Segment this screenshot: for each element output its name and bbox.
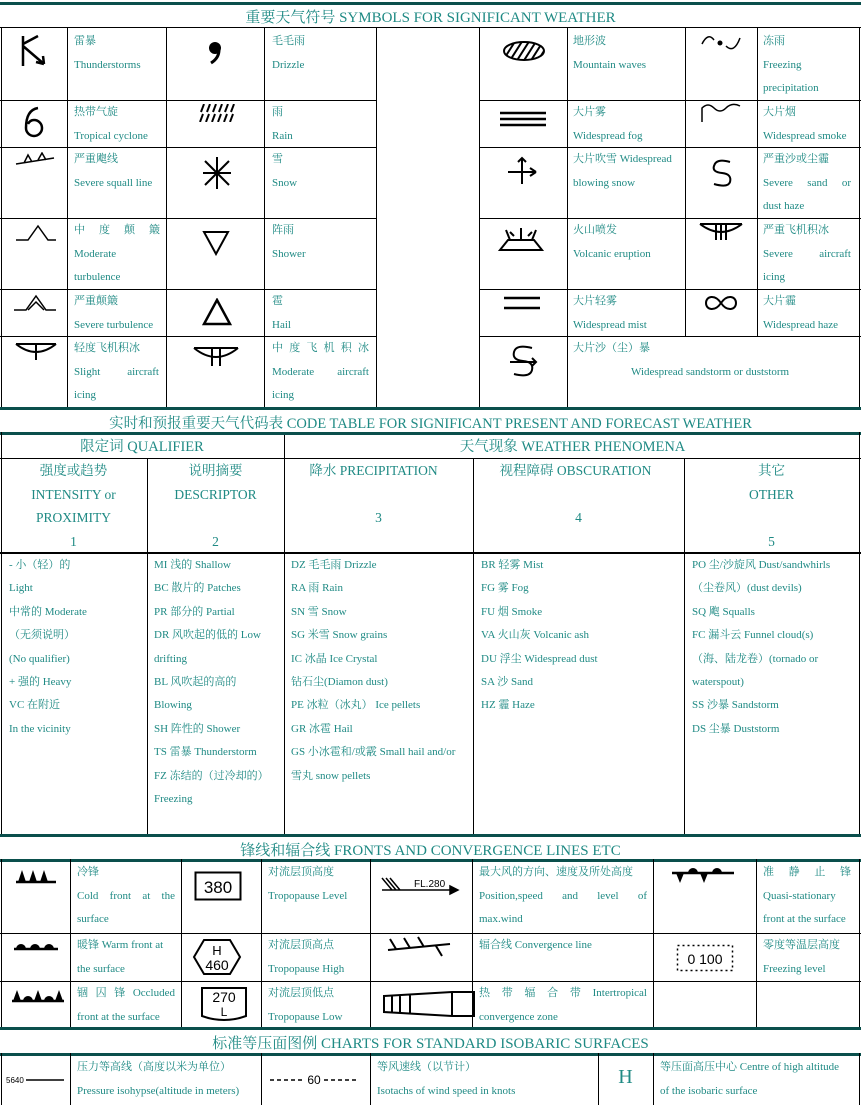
label-moderate-turbulence: 中 度 颠 簸 Moderate turbulence (74, 224, 160, 283)
divider (1, 1053, 2, 1105)
list-item: FU 烟 Smoke (481, 605, 543, 618)
list-item: TS 雷暴 Thunderstorm (154, 746, 257, 759)
divider (859, 1053, 860, 1105)
list-item: PR 部分的 Partial (154, 605, 235, 618)
divider (370, 1053, 371, 1105)
list-item: SH 阵性的 Shower (154, 722, 241, 735)
divider (264, 27, 265, 408)
label-severe-icing: 严重飞机积冰 Severe aircraft icing (763, 224, 851, 283)
divider (370, 859, 371, 1027)
list-item: GR 冰雹 Hail (291, 722, 353, 735)
label-widespread-smoke: 大片烟 Widespread smoke (763, 106, 847, 142)
svg-text:270: 270 (212, 989, 236, 1005)
label-severe-squall-line: 严重飑线 Severe squall line (74, 153, 153, 189)
label-thunderstorms: 雷暴 Thunderstorms (74, 35, 141, 71)
divider (479, 27, 480, 408)
list-item: SQ 飑 Squalls (692, 605, 755, 618)
label-sand-dust-haze: 严重沙或尘霾 Severe sand or dust haze (763, 153, 851, 212)
divider (859, 27, 860, 408)
label-warm-front: 暖锋 Warm front at the surface (77, 939, 164, 975)
svg-text:L: L (220, 1005, 228, 1019)
sand-dust-haze-icon (708, 158, 736, 188)
moderate-icing-icon (192, 344, 240, 368)
list-item: In the vicinity (9, 722, 71, 735)
label-tropopause-low: 对流层顶低点 Tropopause Low (268, 987, 343, 1023)
list-item: SG 米雪 Snow grains (291, 629, 388, 642)
divider (67, 27, 68, 408)
list-item: drifting (154, 652, 187, 665)
svg-text:FL.280: FL.280 (414, 879, 446, 890)
svg-text:460: 460 (205, 957, 229, 973)
label-tropopause-level: 对流层顶高度 Tropopause Level (268, 866, 348, 902)
severe-squall-line-icon (14, 152, 58, 170)
qualifier-descriptor-list (154, 554, 282, 811)
section-rule (0, 432, 861, 435)
divider (261, 1053, 262, 1105)
list-item: FZ 冻结的（过冷却的） (154, 769, 269, 782)
label-high-centre: 等压面高压中心 Centre of high altitude of the isobaric surface (660, 1061, 840, 1097)
label-sandstorm: 大片沙（尘）暴 Widespread sandstorm or duststorm (573, 342, 790, 378)
occluded-front-icon (10, 985, 66, 1003)
section-rule (0, 2, 861, 5)
list-item: DR 风吹起的低的 Low (154, 629, 261, 642)
list-item: DU 浮尘 Widespread dust (481, 652, 598, 665)
divider (859, 432, 860, 835)
divider (70, 1053, 71, 1105)
divider (261, 859, 262, 1027)
list-item: IC 冰晶 Ice Crystal (291, 652, 378, 665)
freezing-level-box (676, 944, 734, 972)
list-item: PE 冰粒（冰丸） Ice pellets (291, 699, 421, 712)
divider (70, 859, 71, 1027)
divider (1, 27, 2, 408)
max-wind-icon (380, 874, 462, 898)
label-tropopause-high: 对流层顶高点 Tropopause High (268, 939, 345, 975)
blowing-snow-icon (506, 156, 540, 186)
isotach-line-icon (268, 1071, 360, 1087)
list-item: GS 小冰雹和/或霰 Small hail and/or (291, 746, 456, 759)
divider (166, 27, 167, 408)
label-drizzle: 毛毛雨 Drizzle (272, 35, 305, 71)
list-item: waterspout) (692, 676, 744, 689)
col5-header: 其它 OTHER 5 (749, 463, 794, 549)
section-rule (0, 407, 861, 410)
volcanic-eruption-icon (496, 226, 546, 254)
label-max-wind: 最大风的方向、速度及所处高度 Position,speed and level of max.wind (479, 866, 647, 925)
section-title-fronts: 锋线和辐合线 FRONTS AND CONVERGENCE LINES ETC (240, 843, 621, 859)
label-snow: 雪 Snow (272, 153, 298, 189)
divider (181, 859, 182, 1027)
snow-icon (200, 155, 234, 191)
list-item: Light (9, 582, 33, 595)
itcz-icon (382, 990, 476, 1018)
label-volcanic-eruption: 火山喷发 Volcanic eruption (573, 224, 651, 260)
label-widespread-mist: 大片轻雾 Widespread mist (573, 295, 647, 331)
divider (567, 27, 568, 408)
svg-text:H: H (212, 943, 222, 958)
list-item: SN 雪 Snow (291, 605, 347, 618)
label-widespread-fog: 大片雾 Widespread fog (573, 106, 643, 142)
divider (859, 859, 860, 1027)
label-pressure-isohypse: 压力等高线（高度以米为单位） Pressure isohypse(altitude in meters) (77, 1061, 240, 1097)
drizzle-icon (205, 40, 225, 66)
divider (653, 1053, 654, 1105)
col3-header: 降水 PRECIPITATION 3 (309, 463, 438, 525)
label-shower: 阵雨 Shower (272, 224, 306, 260)
section-rule (0, 834, 861, 837)
obscuration-list (481, 554, 681, 718)
qualifier-header: 限定词 QUALIFIER (80, 439, 204, 455)
list-item: (No qualifier) (9, 652, 70, 665)
label-slight-icing: 轻度飞机积冰 Slight aircraft icing (74, 342, 159, 401)
list-item: （尘卷风）(dust devils) (692, 582, 802, 595)
slight-icing-icon (14, 340, 58, 362)
svg-text:380: 380 (203, 878, 233, 897)
col2-header: 说明摘要 DESCRIPTOR 2 (174, 463, 257, 549)
list-item: MI 浅的 Shallow (154, 559, 231, 571)
list-item: BR 轻雾 Mist (481, 559, 544, 571)
list-item: FG 雾 Fog (481, 582, 529, 595)
label-moderate-icing: 中 度 飞 机 积 冰 Moderate aircraft icing (272, 342, 369, 401)
shower-icon (202, 230, 230, 256)
label-convergence-line: 辐合线 Convergence line (479, 939, 592, 951)
label-cold-front: 冷锋 Cold front at the surface (77, 866, 175, 925)
svg-text:0 100: 0 100 (687, 951, 723, 967)
quasi-stationary-front-icon (670, 866, 736, 886)
mountain-waves-icon (502, 40, 546, 62)
tropopause-high-box (192, 938, 242, 976)
widespread-fog-icon (500, 111, 546, 127)
list-item: 钻石尘(Diamon dust) (291, 676, 388, 689)
label-blowing-snow: 大片吹雪 Widespread blowing snow (573, 153, 672, 189)
list-item: （无须说明） (9, 629, 75, 642)
rain-icon (198, 104, 238, 122)
isohypse-line-icon (6, 1073, 66, 1087)
divider (757, 27, 758, 336)
svg-text:60: 60 (307, 1073, 321, 1087)
thunderstorm-icon (18, 34, 50, 70)
widespread-mist-icon (504, 296, 540, 310)
high-centre-symbol: H (618, 1066, 633, 1088)
label-occluded-front: 锢 囚 锋 Occluded front at the surface (77, 987, 175, 1023)
list-item: FC 漏斗云 Funnel cloud(s) (692, 629, 814, 642)
tropopause-low-box (200, 986, 248, 1022)
list-item: （海、陆龙卷）(tornado or (692, 652, 819, 665)
list-item: HZ 霾 Haze (481, 699, 535, 712)
list-item: RA 雨 Rain (291, 582, 343, 595)
col1-header: 强度或趋势 INTENSITY or PROXIMITY 1 (31, 463, 116, 549)
convergence-line-icon (386, 936, 452, 958)
tropical-cyclone-icon (20, 104, 46, 142)
severe-turbulence-icon (12, 290, 58, 314)
sandstorm-icon (508, 344, 538, 380)
section-title-symbols: 重要天气符号 SYMBOLS FOR SIGNIFICANT WEATHER (245, 10, 616, 26)
list-item: 雪丸 snow pellets (291, 769, 371, 782)
section-title-code-table: 实时和预报重要天气代码表 CODE TABLE FOR SIGNIFICANT PRESENT AND FORECAST WEATHER (109, 416, 752, 432)
label-hail: 雹 Hail (272, 295, 291, 331)
list-item: 中常的 Moderate (9, 605, 87, 618)
list-item: VC 在附近 (9, 699, 61, 712)
cold-front-icon (14, 866, 58, 884)
qualifier-intensity-list (9, 554, 145, 741)
section-rule (0, 1027, 861, 1030)
label-severe-turbulence: 严重颠簸 Severe turbulence (74, 295, 154, 331)
label-freezing-precipitation: 冻雨 Freezing precipitation (763, 35, 819, 94)
label-isotachs: 等风速线（以节计） Isotachs of wind speed in knots (377, 1061, 516, 1097)
list-item: Freezing (154, 793, 193, 806)
divider (685, 27, 686, 336)
list-item: DZ 毛毛雨 Drizzle (291, 559, 377, 571)
label-freezing-level: 零度等温层高度 Freezing level (763, 939, 840, 975)
severe-icing-icon (698, 220, 744, 242)
label-tropical-cyclone: 热带气旋 Tropical cyclone (74, 106, 148, 142)
freezing-precipitation-icon (700, 30, 744, 54)
divider (1, 859, 2, 1027)
divider (376, 27, 377, 408)
list-item: DS 尘暴 Duststorm (692, 722, 780, 735)
list-item: Blowing (154, 699, 192, 712)
divider (653, 859, 654, 1027)
moderate-turbulence-icon (14, 222, 58, 244)
label-mountain-waves: 地形波 Mountain waves (573, 35, 647, 71)
list-item: BC 散片的 Patches (154, 582, 241, 595)
label-itcz: 热 带 辐 合 带 Intertropical convergence zone (479, 987, 647, 1023)
tropopause-level-box (194, 871, 242, 901)
list-item: SS 沙暴 Sandstorm (692, 699, 779, 712)
list-item: PO 尘/沙旋风 Dust/sandwhirls (692, 559, 831, 571)
phenomena-header: 天气现象 WEATHER PHENOMENA (459, 439, 686, 455)
other-list (692, 554, 858, 741)
label-quasi-stationary-front: 准 静 止 锋 Quasi-stationary front at the surface (763, 866, 851, 925)
divider (756, 859, 757, 1027)
widespread-smoke-icon (700, 102, 744, 124)
warm-front-icon (12, 937, 60, 951)
list-item: - 小（轻）的 (9, 559, 71, 571)
list-item: SA 沙 Sand (481, 676, 533, 689)
hail-icon (202, 298, 232, 326)
label-widespread-haze: 大片霾 Widespread haze (763, 295, 838, 331)
precipitation-list (291, 554, 471, 788)
section-title-isobaric: 标准等压面图例 CHARTS FOR STANDARD ISOBARIC SURFACES (212, 1036, 649, 1052)
list-item: + 强的 Heavy (9, 676, 72, 689)
list-item: VA 火山灰 Volcanic ash (481, 629, 590, 642)
widespread-haze-icon (704, 294, 738, 312)
list-item: BL 风吹起的高的 (154, 676, 237, 689)
divider (0, 27, 861, 28)
col4-header: 视程障碍 OBSCURATION 4 (499, 463, 652, 525)
svg-text:5640: 5640 (6, 1076, 24, 1085)
label-rain: 雨 Rain (272, 106, 293, 142)
